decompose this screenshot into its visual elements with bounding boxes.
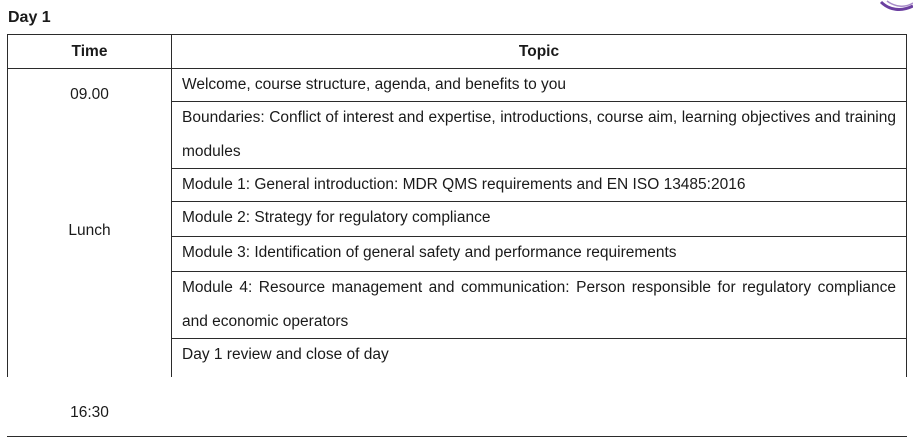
topic-cell	[172, 237, 907, 272]
logo-swoosh-icon	[873, 0, 913, 14]
topic-cell	[172, 102, 907, 169]
topic-text: Module 3: Identification of general safety and performance requirements	[182, 244, 677, 261]
time-lunch: Lunch	[68, 222, 111, 239]
topic-text: Day 1 review and close of day	[182, 346, 389, 363]
table-row	[8, 69, 907, 102]
table-header-row	[8, 35, 907, 69]
topic-text: Module 2: Strategy for regulatory compliance	[182, 209, 491, 226]
topic-cell	[172, 202, 907, 237]
topic-cell	[172, 339, 907, 377]
time-column-header: Time	[8, 35, 172, 69]
topic-column-header: Topic	[172, 35, 907, 69]
topic-cell	[172, 69, 907, 102]
day-heading: Day 1	[8, 9, 51, 26]
time-end: 16:30	[70, 404, 109, 421]
time-cell	[8, 69, 172, 421]
time-start: 09.00	[70, 86, 109, 103]
topic-text: Boundaries: Conflict of interest and expertise, introductions, course aim, learning objectives and training modules	[182, 109, 896, 160]
schedule-table	[7, 34, 907, 421]
topic-cell	[172, 272, 907, 339]
table-bottom-border	[7, 436, 907, 437]
topic-text: Module 4: Resource management and communication: Person responsible for regulatory compliance and economic operators	[182, 279, 896, 330]
topic-text: Welcome, course structure, agenda, and benefits to you	[182, 76, 566, 93]
topic-cell	[172, 169, 907, 202]
topic-text: Module 1: General introduction: MDR QMS requirements and EN ISO 13485:2016	[182, 176, 746, 193]
